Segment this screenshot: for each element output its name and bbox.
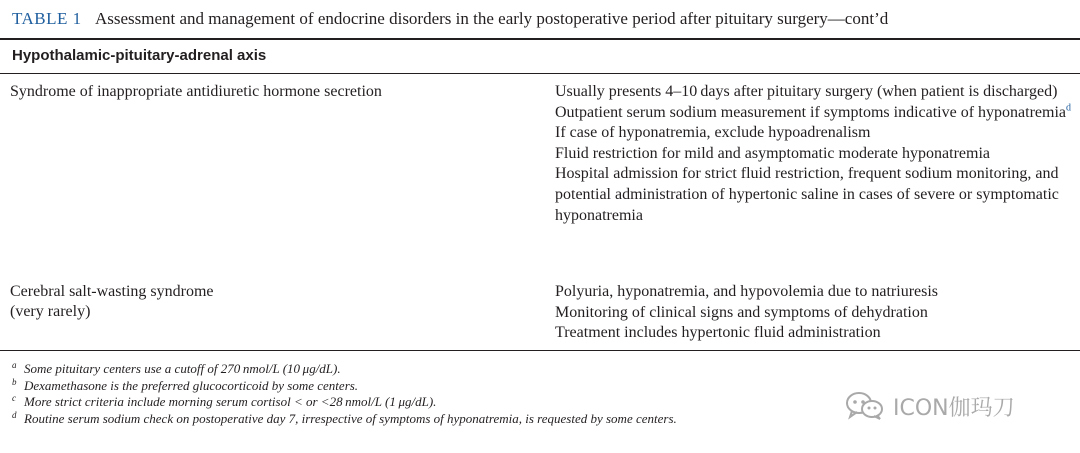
management-line: Treatment includes hypertonic fluid administration xyxy=(555,324,881,342)
management-line: Monitoring of clinical signs and symptoms of dehydration xyxy=(555,303,928,321)
watermark-text: ICON伽玛刀 xyxy=(893,395,1015,421)
footnote xyxy=(12,361,677,378)
footnote-text: Some pituitary centers use a cutoff of 270 nmol/L (10 μg/dL). xyxy=(24,361,341,376)
condition-cell xyxy=(10,82,530,102)
table-title xyxy=(12,9,888,29)
management-line: Hospital admission for strict fluid restriction, frequent sodium monitoring, and potential administration of hypertonic saline in cases of severe or symptomatic hyponatremia xyxy=(555,165,1059,224)
footnote-mark: a xyxy=(12,360,17,370)
top-rule xyxy=(0,38,1080,40)
management-line: Polyuria, hyponatremia, and hypovolemia due to natriuresis xyxy=(555,283,939,300)
footnote-mark: c xyxy=(12,393,16,403)
bottom-rule xyxy=(0,350,1080,351)
footnotes xyxy=(12,361,677,427)
table-caption: Assessment and management of endocrine disorders in the early postoperative period after pituitary surgery—cont’d xyxy=(94,9,889,28)
management-cell xyxy=(555,282,1075,344)
footnote-text: Dexamethasone is the preferred glucocorticoid by some centers. xyxy=(24,377,359,393)
table-label: TABLE 1 xyxy=(12,9,82,28)
condition-name: Syndrome of inappropriate antidiuretic hormone secretion xyxy=(10,83,382,100)
footnote-mark: b xyxy=(12,376,17,387)
header-rule xyxy=(0,73,1080,74)
management-line: Outpatient serum sodium measurement if symptoms indicative of hyponatremia$^d$ xyxy=(555,102,1071,121)
footnote xyxy=(12,411,677,428)
footnote-mark: d xyxy=(12,409,17,420)
condition-note: (very rarely) xyxy=(10,303,91,320)
condition-cell xyxy=(10,282,530,322)
footnote-text: Routine serum sodium check on postoperative day 7, irrespective of symptoms of hyponatremia, is requested by some centers. xyxy=(24,410,677,426)
watermark xyxy=(845,390,1015,422)
footnote-text: More strict criteria include morning serum cortisol < or <28 nmol/L (1 μg/dL). xyxy=(24,394,437,409)
footnote xyxy=(12,378,677,395)
footnote-ref[interactable]: d xyxy=(1066,102,1071,114)
management-cell xyxy=(555,82,1075,226)
section-header: Hypothalamic-pituitary-adrenal axis xyxy=(12,47,267,64)
management-line: Usually presents 4–10 days after pituitary surgery (when patient is discharged) xyxy=(555,83,1058,100)
management-line: If case of hyponatremia, exclude hypoadrenalism xyxy=(555,124,871,142)
wechat-icon xyxy=(845,391,885,421)
footnote xyxy=(12,394,677,411)
condition-name: Cerebral salt-wasting syndrome xyxy=(10,283,214,300)
management-line: Fluid restriction for mild and asymptomatic moderate hyponatremia xyxy=(555,144,990,162)
